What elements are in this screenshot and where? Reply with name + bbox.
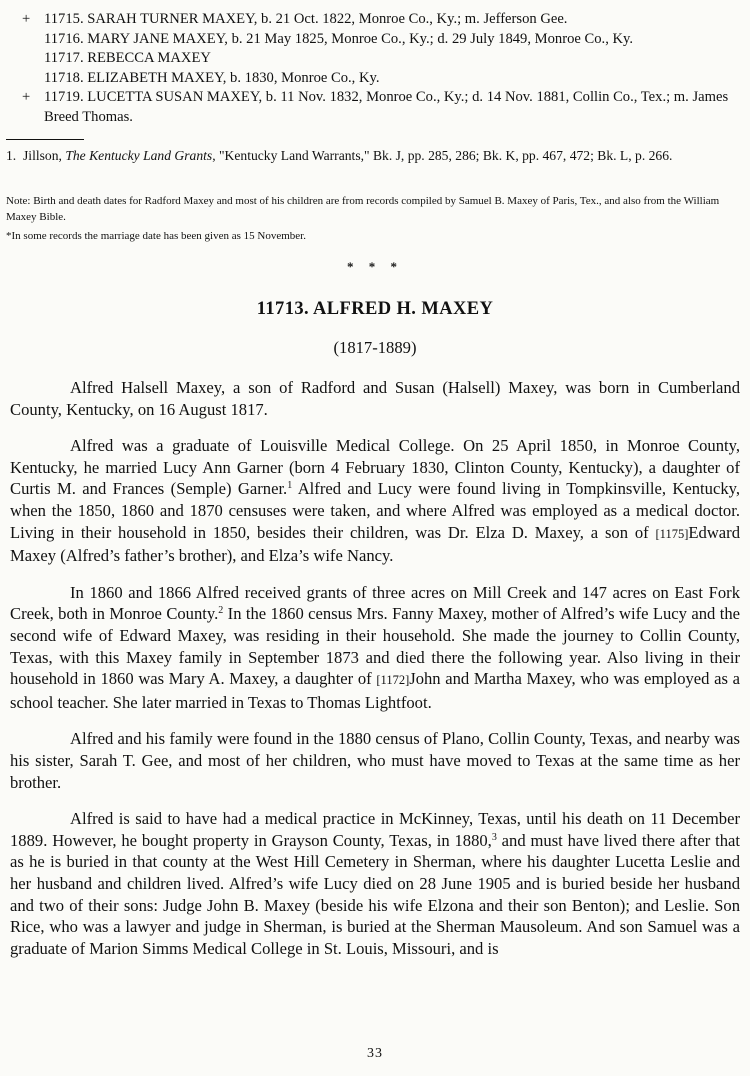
child-entry (22, 30, 742, 50)
paragraph-text: John and Martha Maxey, who was employed as a school teacher. She later married in Texas to Thomas Lightfoot. (10, 669, 740, 713)
child-entry (22, 10, 742, 30)
descendant-mark: + (22, 11, 31, 27)
child-entry (22, 49, 742, 69)
paragraph-text: Alfred and his family were found in the 1880 census of Plano, Collin County, Texas, and nearby was his sister, Sarah T. Gee, and most of her children, who must have moved to Texas at the same time as her brother. (10, 729, 740, 792)
child-text: 11718. ELIZABETH MAXEY, b. 1830, Monroe Co., Ky. (44, 69, 380, 86)
paragraph-text: In 1860 and 1866 Alfred received grants of three acres on Mill Creek and 147 acres on East Fork Creek, both in Monroe County. (10, 582, 740, 624)
paragraph-text: Alfred is said to have had a medical practice in McKinney, Texas, until his death on 11 December 1889. However, he bought property in Grayson County, Texas, in 1880, (10, 808, 740, 850)
paragraph (10, 377, 740, 420)
footnote-rule (6, 139, 84, 140)
footnote-title: The Kentucky Land Grants (65, 148, 213, 163)
life-dates: (1817-1889) (333, 338, 417, 357)
footnote (6, 146, 744, 165)
descendant-mark (22, 69, 42, 89)
child-entry (22, 69, 742, 89)
paragraph-text: Edward Maxey (Alfred’s father’s brother), and Elza’s wife Nancy. (10, 522, 740, 566)
cross-reference: [1175] (655, 526, 689, 541)
section-heading: 11713. ALFRED H. MAXEY (256, 299, 494, 319)
paragraph (10, 808, 740, 960)
footnote-ref: 1 (287, 480, 293, 492)
section-separator: * * * (347, 259, 403, 274)
descendant-mark (22, 49, 42, 69)
paragraph (10, 582, 740, 714)
cross-reference: [1172] (376, 673, 410, 688)
body-text (10, 377, 740, 974)
children-list (22, 10, 742, 127)
footnote-prefix: Jillson, (23, 148, 66, 163)
descendant-mark: + (22, 89, 31, 105)
footnote-ref: 2 (218, 605, 224, 617)
paragraph-text: Alfred was a graduate of Louisville Medical College. On 25 April 1850, in Monroe County, Kentucky, he married Lucy Ann Garner (born 4 February 1830, Clinton County, Kentucky), a daughter of Curtis M. and Frances (Semple) Garner. (10, 435, 740, 499)
child-text: 11715. SARAH TURNER MAXEY, b. 21 Oct. 1822, Monroe Co., Ky.; m. Jefferson Gee. (44, 11, 568, 27)
child-text: 11717. REBECCA MAXEY (44, 50, 211, 66)
footnote-ref: 3 (491, 831, 497, 843)
child-entry (22, 88, 742, 127)
paragraph (10, 435, 740, 567)
footnote-text (23, 146, 672, 165)
paragraph-text: and must have lived there after that as he is buried in that county at the West Hill Cemetery in Sherman, where his daughter Lucetta Leslie and her husband and children lived. Alfred’s wife Lucy died on 28 June 1905 and is buried beside her husband and two of their sons: Judge John B. Maxey (beside his wife Elzona and their son Benton); and Leslie. Son Rice, who was a lawyer and judge in Sherman, is buried at the Sherman Mausoleum. And son Samuel was a graduate of Marion Simms Medical College in St. Louis, Missouri, and is (10, 830, 740, 959)
paragraph (10, 728, 740, 793)
descendant-mark (22, 30, 42, 50)
footnote-suffix: , "Kentucky Land Warrants," Bk. J, pp. 285, 286; Bk. K, pp. 467, 472; Bk. L, p. 266. (212, 148, 673, 163)
page-number: 33 (367, 1046, 383, 1061)
child-text: 11719. LUCETTA SUSAN MAXEY, b. 11 Nov. 1832, Monroe Co., Ky.; d. 14 Nov. 1881, Collin Co., Tex.; m. James Breed Thomas. (44, 89, 729, 125)
source-note: Note: Birth and death dates for Radford Maxey and most of his children are from records compiled by Samuel B. Maxey of Paris, Tex., and also from the William Maxey Bible. (6, 195, 720, 223)
child-text: 11716. MARY JANE MAXEY, b. 21 May 1825, Monroe Co., Ky.; d. 29 July 1849, Monroe Co., Ky. (44, 30, 634, 47)
paragraph-text: Alfred and Lucy were found living in Tompkinsville, Kentucky, when the 1850, 1860 and 1870 censuses were taken, and where Alfred was employed as a medical doctor. Living in their household in 1850, besides their children, was Dr. Elza D. Maxey, a son of (10, 479, 740, 542)
paragraph-text: Alfred Halsell Maxey, a son of Radford and Susan (Halsell) Maxey, was born in Cumberland County, Kentucky, on 16 August 1817. (10, 378, 740, 419)
footnote-number: 1. (6, 148, 17, 163)
marriage-note: *In some records the marriage date has been given as 15 November. (6, 230, 306, 242)
paragraph-text: In the 1860 census Mrs. Fanny Maxey, mother of Alfred’s wife Lucy and the second wife of Edward Maxey, was residing in their household. She made the journey to Collin County, Texas, with this Maxey family in September 1873 and died there the following year. Also living in their household in 1860 was Mary A. Maxey, a daughter of (10, 604, 741, 689)
